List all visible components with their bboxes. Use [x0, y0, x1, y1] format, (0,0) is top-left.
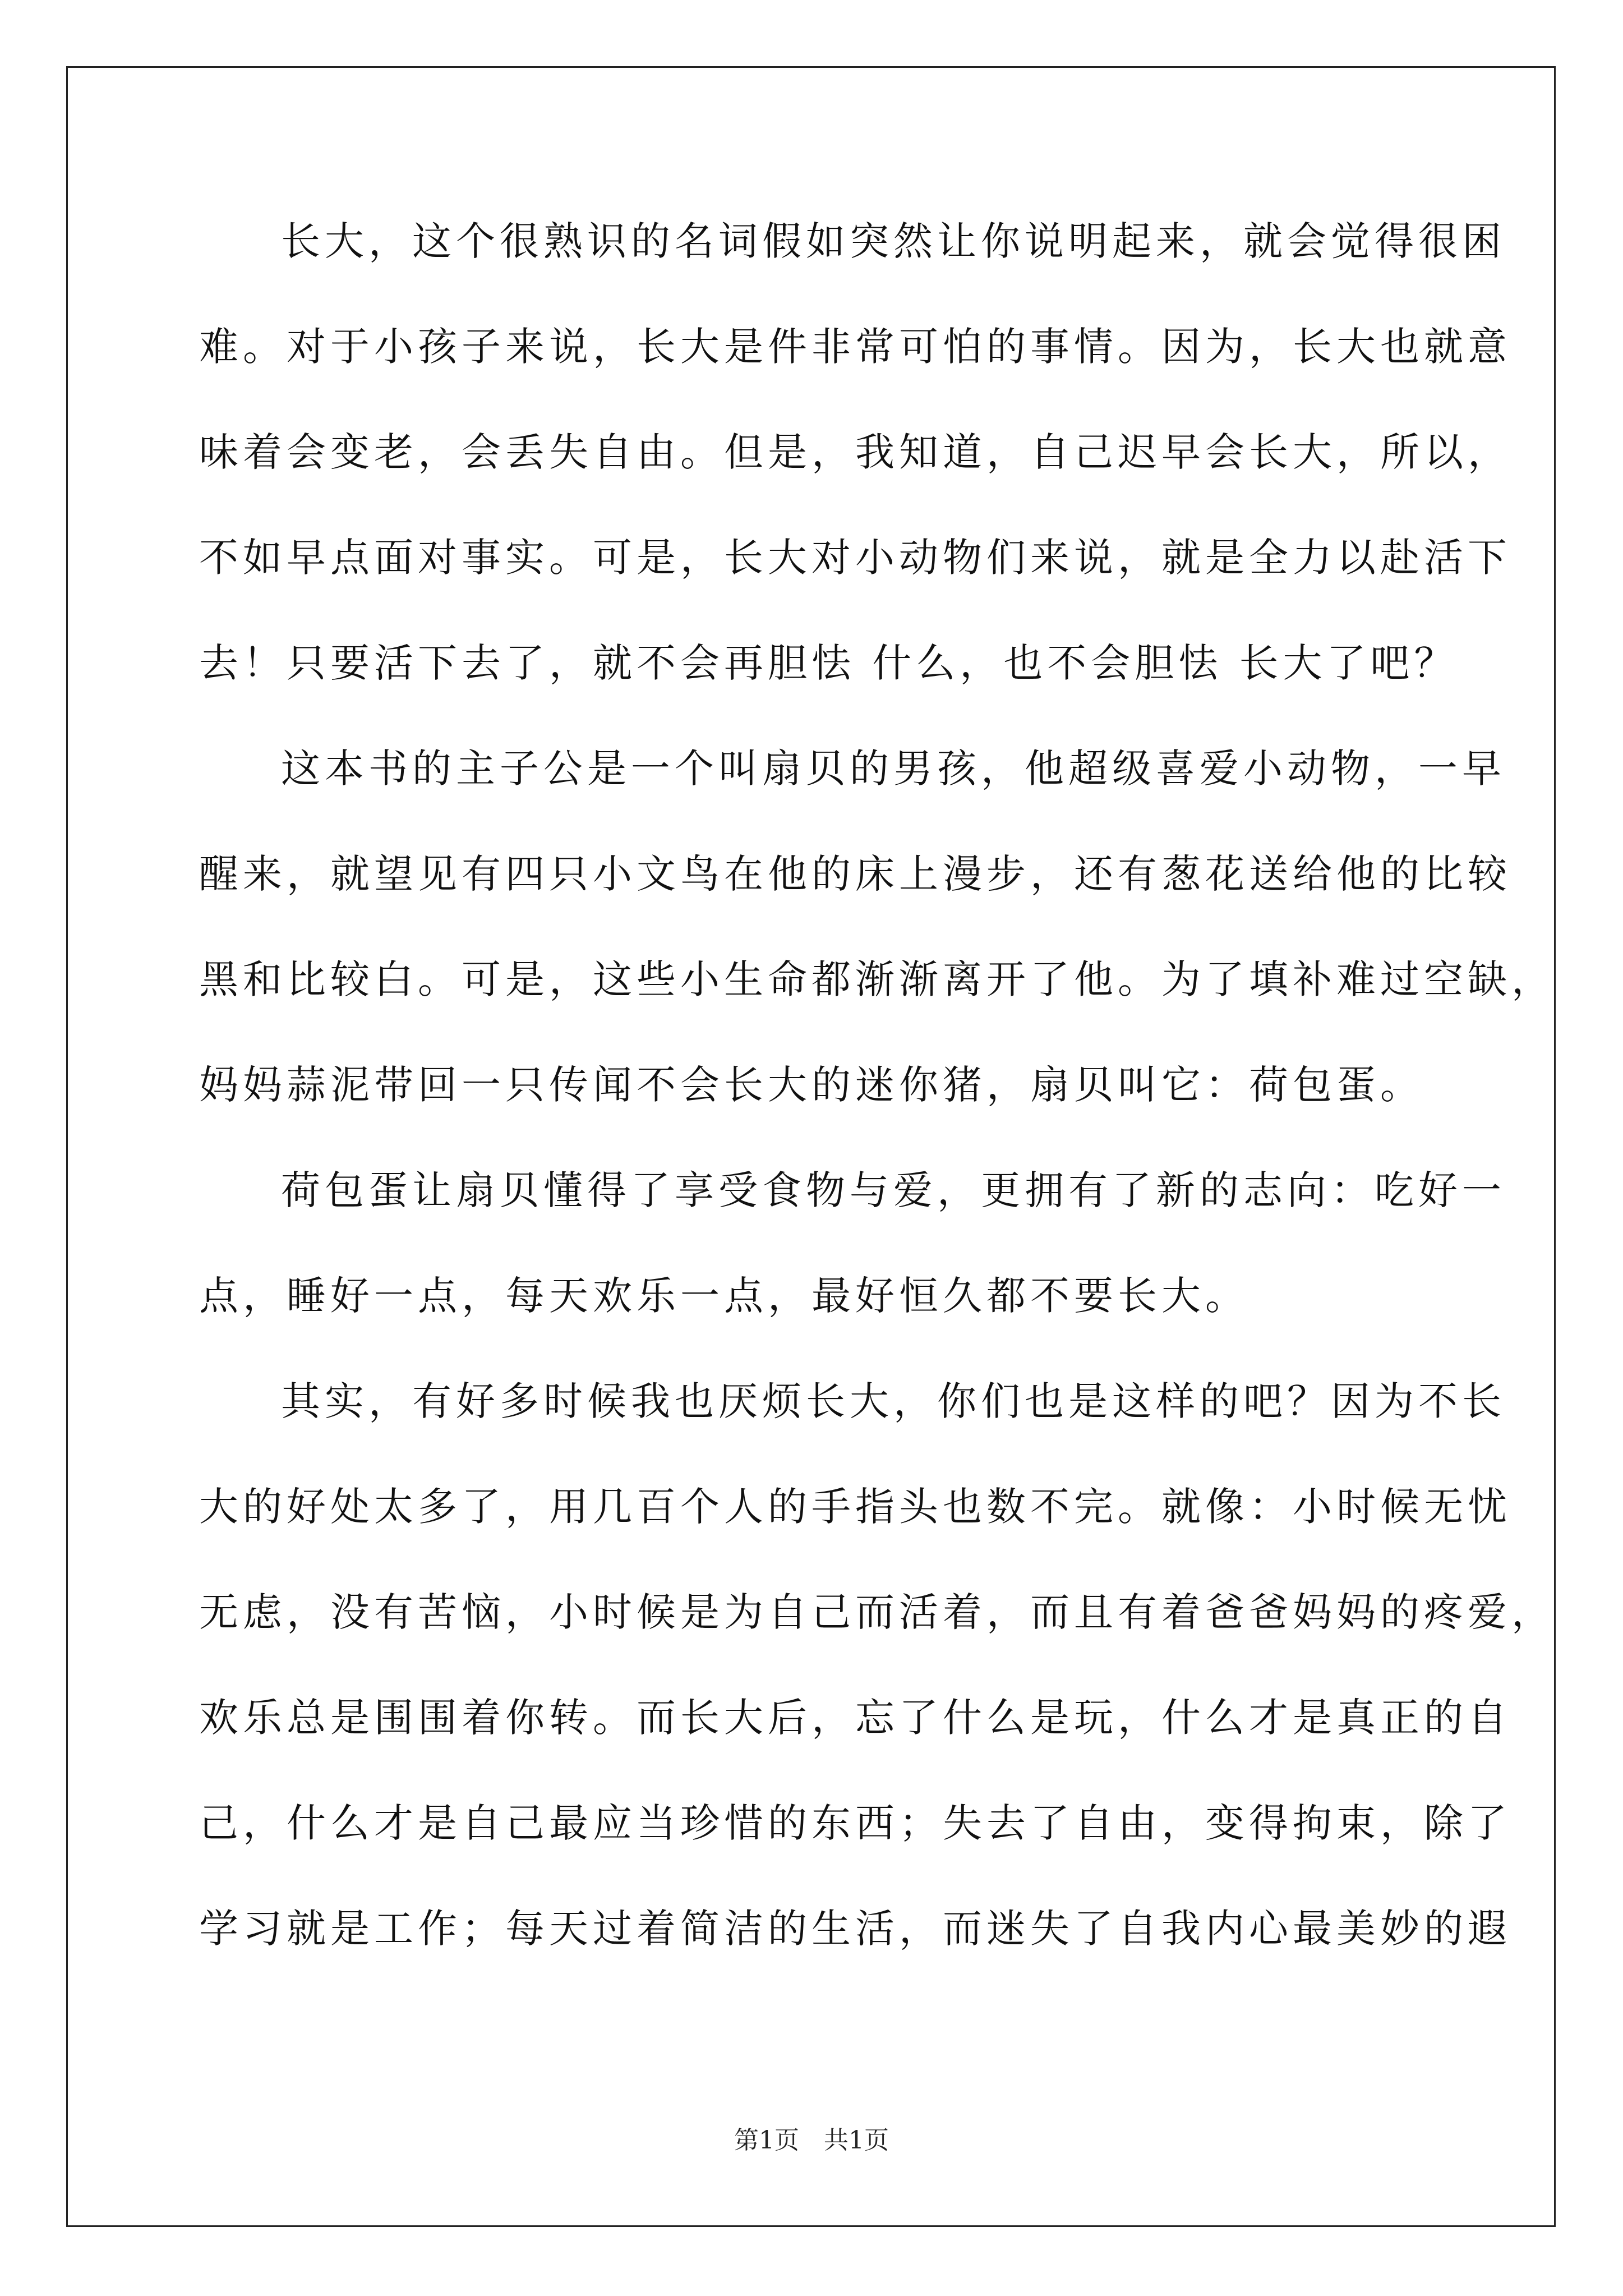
text-line: 其实，有好多时候我也厌烦长大，你们也是这样的吧？因为不长	[281, 1378, 1506, 1424]
page-number-footer: 第1页 共1页	[734, 2126, 889, 2155]
text-line: 学习就是工作；每天过着简洁的生活，而迷失了自我内心最美妙的遐	[199, 1906, 1511, 1952]
text-line: 荷包蛋让扇贝懂得了享受食物与爱，更拥有了新的志向：吃好一	[281, 1167, 1506, 1213]
text-line: 醒来，就望见有四只小文鸟在他的床上漫步，还有葱花送给他的比较	[199, 851, 1511, 897]
text-line: 无虑，没有苦恼，小时候是为自己而活着，而且有着爸爸妈妈的疼爱，	[199, 1589, 1555, 1635]
text-line: 己，什么才是自己最应当珍惜的东西；失去了自由，变得拘束，除了	[199, 1800, 1511, 1846]
text-line: 这本书的主子公是一个叫扇贝的男孩，他超级喜爱小动物，一早	[281, 746, 1506, 792]
text-line: 味着会变老，会丢失自由。但是，我知道，自己迟早会长大，所以，	[199, 429, 1511, 475]
text-line: 不如早点面对事实。可是，长大对小动物们来说，就是全力以赴活下	[199, 535, 1511, 581]
text-line: 妈妈蒜泥带回一只传闻不会长大的迷你猪，扇贝叫它：荷包蛋。	[199, 1062, 1424, 1108]
text-line: 点，睡好一点，每天欢乐一点，最好恒久都不要长大。	[199, 1273, 1249, 1319]
text-line: 欢乐总是围围着你转。而长大后，忘了什么是玩，什么才是真正的自	[199, 1695, 1511, 1741]
text-line: 长大，这个很熟识的名词假如突然让你说明起来，就会觉得很困	[281, 218, 1506, 264]
text-line: 黑和比较白。可是，这些小生命都渐渐离开了他。为了填补难过空缺，	[199, 956, 1555, 1002]
text-line: 去！只要活下去了，就不会再胆怯 什么，也不会胆怯 长大了吧？	[199, 640, 1458, 686]
text-line: 难。对于小孩子来说，长大是件非常可怕的事情。因为，长大也就意	[199, 324, 1511, 370]
text-line: 大的好处太多了，用几百个人的手指头也数不完。就像：小时候无忧	[199, 1484, 1511, 1530]
